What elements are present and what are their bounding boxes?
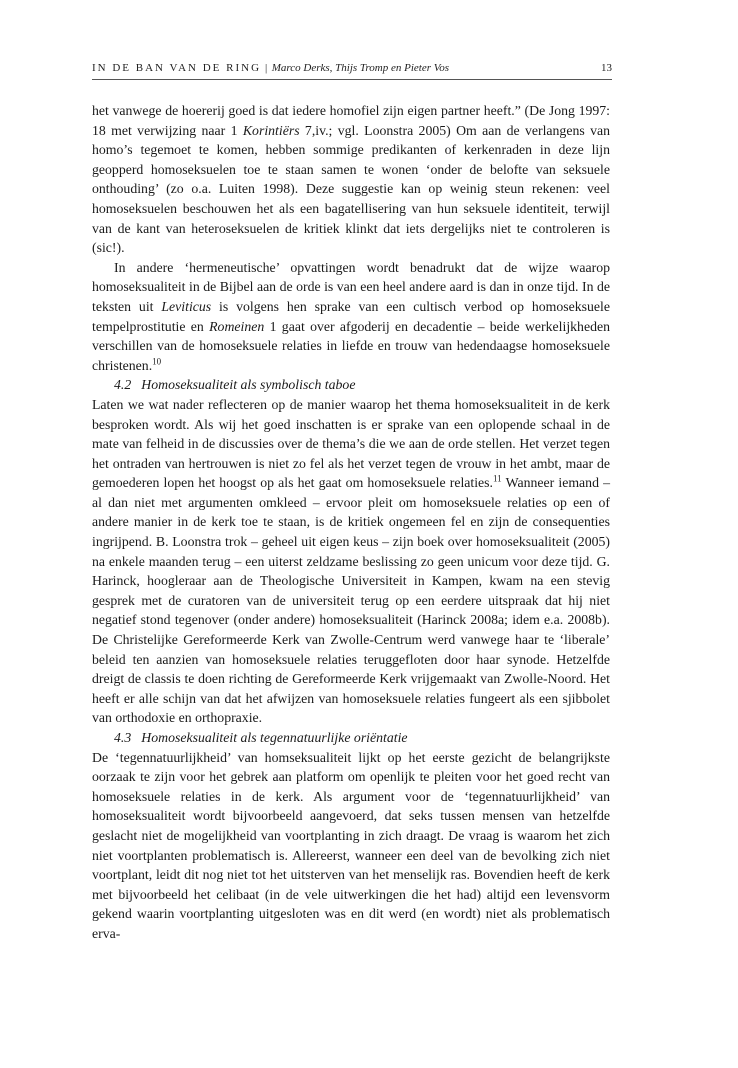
header-rule — [92, 79, 612, 80]
header-separator: | — [265, 62, 268, 74]
paragraph-1: het vanwege de hoererij goed is dat iedere homofiel zijn eigen partner heeft.” (De Jong 1997: 18 met verwijzing naar 1 Korintiërs 7,iv.; vgl. Loonstra 2005) Om aan de verlangens van homo’s tegemoet te komen, hebben sommige predikanten of kerkenraden in deze lijn geopperd homoseksuelen toe te staan samen te wonen ‘onder de belofte van seksuele onthouding’ (zo o.a. Luiten 1998). Deze suggestie kan op weinig steun rekenen: veel homoseksuelen beschouwen het als een bagatellisering van hun seksuele identiteit, terwijl van de kant van heteroseksuelen de kritiek klinkt dat iets dergelijks niet te controleren is (sic!). — [92, 103, 610, 256]
footnote-ref-11[interactable]: 11 — [493, 473, 502, 484]
header-authors: Marco Derks, Thijs Tromp en Pieter Vos — [271, 62, 450, 74]
page-number: 13 — [601, 62, 612, 74]
paragraph-3: Laten we wat nader reflecteren op de manier waarop het thema homoseksualiteit in de kerk besproken wordt. Als wij het goed inschatten is er sprake van een oplopende schaal in de mate van felheid in de discussies over de thema’s die we aan de orde stellen. Het verzet tegen het ontraden van hertrouwen is niet zo fel als het verzet tegen de vrouw in het ambt, maar de gemoederen lopen het hoogst op als het gaat om homoseksuele relaties.$^{11}$ Wanneer iemand – al dan niet met argumenten omkleed – ervoor pleit om homoseksuele relaties op een of andere manier in de kerk toe te staan, is de kritiek ongemeen fel en zijn de consequenties ingrijpend. B. Loonstra trok – geheel uit eigen keus – zijn boek over homoseksualiteit (2005) na enkele maanden terug – een uiterst zeldzame beslissing zo geen unicum voor deze tijd. G. Harinck, hoogleraar aan de Theologische Universiteit in Kampen, kwam na een stevig gesprek met de curatoren van de universiteit terug op een eerdere uitspraak dat hij niet negatief stond tegenover (onder andere) homoseksualiteit (Harinck 2008a; idem e.a. 2008b). De Christelijke Gereformeerde Kerk van Zwolle-Centrum werd vanwege haar te ‘liberale’ beleid ten aanzien van homoseksuele relaties teruggefloten door haar synode. Hetzelfde dreigt de classis te doen richting de Gereformeerde Kerk vrijgemaakt van Zwolle-Noord. Het heeft er alle schijn van dat het afwijzen van homoseksuele relaties fungeert als een sjibbolet van orthodoxie en orthopraxie. — [92, 396, 610, 726]
section-number: 4.3 — [114, 730, 132, 745]
section-title: Homoseksualiteit als tegennatuurlijke oriëntatie — [141, 730, 408, 745]
section-heading-4-3 — [92, 728, 610, 748]
paragraph-4: De ‘tegennatuurlijkheid’ van homseksualiteit lijkt op het eerste gezicht de belangrijkste oorzaak te zijn voor het gebrek aan platform om openlijk te pleiten voor het goed recht van homoseksuele relaties in de kerk. Als argument voor de ‘tegennatuurlijkheid’ van homoseksualiteit wordt bijvoorbeeld aangevoerd, dat seks tussen mensen van hetzelfde geslacht niet de mogelijkheid van voortplanting in zich draagt. De vraag is waarom het zich niet voortplanten problematisch is. Allereerst, wanneer een deel van de bevolking zich niet voortplant, leidt dit nog niet tot het uitsterven van het menselijk ras. Bovendien heeft de kerk met bijvoorbeeld het celibaat (in de vele uitwerkingen die het had) altijd een levensvorm gekend waarin voortplanting uitgesloten was en dit werd (en wordt) niet als problematisch erva- — [92, 749, 610, 941]
body-text — [92, 101, 610, 944]
section-heading-4-2 — [92, 375, 610, 395]
section-title: Homoseksualiteit als symbolisch taboe — [141, 377, 356, 393]
footnote-ref-10[interactable]: 10 — [152, 356, 162, 367]
section-number: 4.2 — [114, 377, 132, 393]
running-header — [92, 62, 610, 74]
running-title: IN DE BAN VAN DE RING — [92, 62, 262, 74]
paragraph-2: In andere ‘hermeneutische’ opvattingen wordt benadrukt dat de wijze waarop homoseksualiteit in de Bijbel aan de orde is van een heel andere aard is dan in onze tijd. In de teksten uit Leviticus is volgens hen sprake van een cultisch verbod op homoseksuele tempelprostitutie en Romeinen 1 gaat over afgoderij en decadentie – beide werkelijkheden verschillen van de homoseksuele relaties in liefde en trouw van hedendaagse homoseksuele christenen.$^{10}$ — [92, 259, 610, 373]
